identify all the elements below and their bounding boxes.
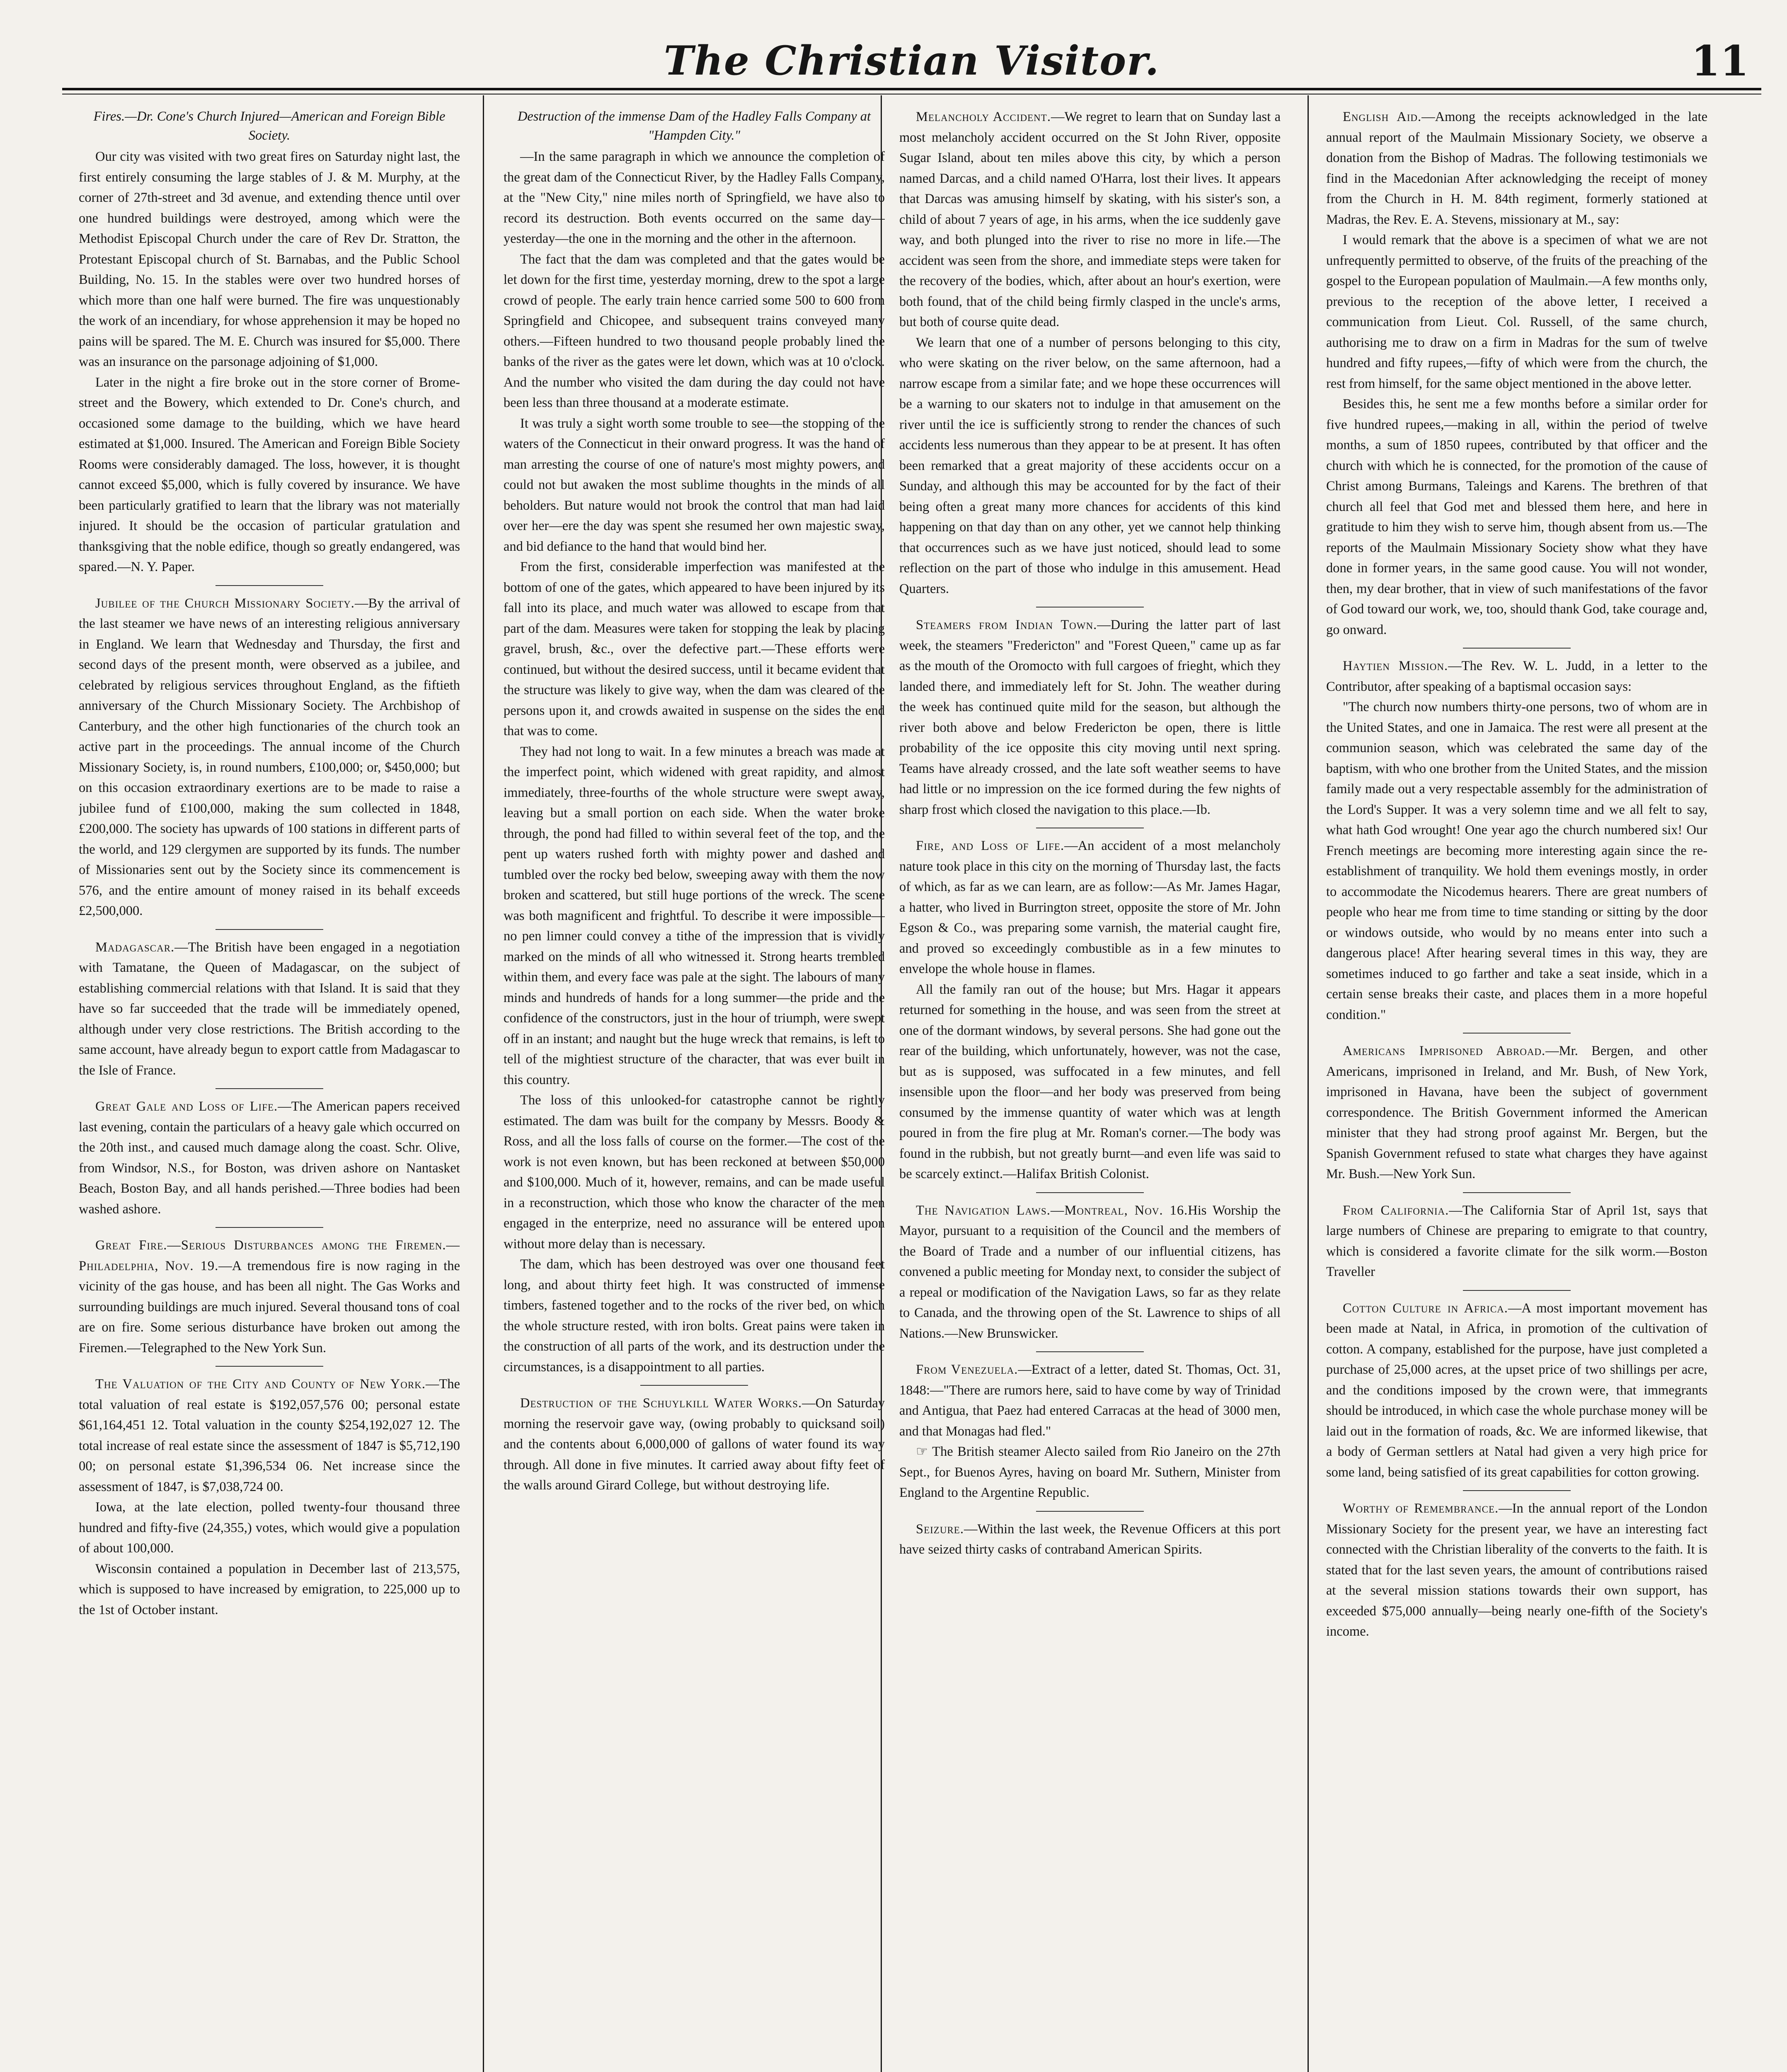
- article-lead: Haytien Mission.: [1343, 658, 1448, 673]
- article-paragraph: [1326, 1498, 1707, 1642]
- article-paragraph: The fact that the dam was completed and that the gates would be let down for the first time, yesterday morning, drew to the spot a large crowd of people. The early train hence carried some 500 to 600 from Springfield and Chicopee, and subsequent trains conveyed many others.—Fifteen hundred to two thousand people probably lined the banks of the river as the gates were let down, which was at 10 o'clock. And the number who visited the dam during the day could not have been less than three thousand at a moderate estimate.: [504, 252, 885, 410]
- article-headline: Fires.—Dr. Cone's Church Injured—American and Foreign Bible Society.: [93, 109, 446, 143]
- article-separator: [216, 585, 323, 586]
- article-separator: [1463, 1033, 1571, 1034]
- article-text: —We regret to learn that on Sunday last a most melancholy accident occurred on the St John River, opposite Sugar Island, about ten miles above this city, by which a person named Darcas, and a child named O'Harra, lost their lives. It appears that Darcas was amusing himself by skating, with his sister's son, a child of about 7 years of age, in his arms, when the ice suddenly gave way, and both plunged into the river to rise no more in life.—The accident was seen from the shore, and immediate steps were taken for the recovery of the bodies, which, after about an hour's exertion, were both found, that of the child being firmly clasped in the uncle's arms, but both of course quite dead.: [899, 109, 1281, 329]
- article-text: —Among the receipts acknowledged in the late annual report of the Maulmain Missionary Society, we observe a donation from the Bishop of Madras. The following testimonials we find in the Macedonian After acknowledging the receipt of money from the Church in H. M. 84th regiment, formerly stationed at Madras, the Rev. E. A. Stevens, missionary at M., say:: [1326, 109, 1707, 227]
- article-paragraph: The loss of this unlooked-for catastrophe cannot be rightly estimated. The dam was built for the company by Messrs. Boody & Ross, and all the loss falls of course on the former.—The cost of the work is not even known, but has been reckoned at between $50,000 and $100,000. Much of it, however, remains, and can be made useful in a reconstruction, which those who know the character of the men engaged in the enterprize, need no assurance will be entered upon without more delay than is necessary.: [504, 1093, 885, 1251]
- article: [899, 1360, 1281, 1503]
- column-1: [79, 107, 460, 2072]
- article-lead: Madagascar.: [95, 939, 175, 955]
- article-paragraph: [79, 593, 460, 922]
- article-lead: Great Fire.—Serious Disturbances among the Firemen.—Philadelphia, Nov. 19.: [79, 1238, 460, 1273]
- article-paragraph: [1326, 1041, 1707, 1185]
- article-text: —Extract of a letter, dated St. Thomas, Oct. 31, 1848:—"There are rumors here, said to have come by way of Trinidad and Antigua, that Paez had entered Carracas at the head of 3000 men, and that Monagas had fled.": [899, 1362, 1281, 1439]
- column-divider: [483, 95, 484, 2072]
- article: [1326, 1201, 1707, 1283]
- article-separator: [216, 1366, 323, 1367]
- article: [79, 1374, 460, 1620]
- article: [899, 1201, 1281, 1344]
- article-lead: Steamers from Indian Town.: [916, 617, 1097, 632]
- article-lead: Americans Imprisoned Abroad.: [1343, 1043, 1546, 1058]
- article-paragraph: [1326, 1298, 1707, 1483]
- article-lead: From Venezuela.: [916, 1362, 1018, 1377]
- article-lead: Destruction of the Schuylkill Water Works.: [520, 1396, 802, 1411]
- article-paragraph: ☞ The British steamer Alecto sailed from Rio Janeiro on the 27th Sept., for Buenos Ayres, having on board Mr. Suthern, Minister from England to the Argentine Republic.: [899, 1444, 1281, 1500]
- newspaper-title: The Christian Visitor.: [663, 37, 1160, 84]
- article: [899, 615, 1281, 820]
- article-separator: [1463, 1490, 1571, 1491]
- masthead-rule: [62, 88, 1761, 94]
- article-paragraph: "The church now numbers thirty-one persons, two of whom are in the United States, and one in Jamaica. The rest were all present at the communion season, which was celebrated the same day of the baptism, with who one brother from the United States, and the mission family made out a very respectable assembly for the administration of the Lord's Supper. It was a very solemn time and we all felt to say, what hath God wrought! One year ago the church numbered six! Our French meetings are becoming more interesting again since the re-establishment of tranquility. We hold them evenings mostly, in order to accommodate the Nicodemus hearers. There are great numbers of people who hear me from time to time standing or sitting by the door or windows outside, who would by no means enter into such a dangerous place! After hearing several times in this way, they are sometimes induced to go farther and take a seat inside, which in a certain sense breaks their caste, and places them in a more hopeful condition.": [1326, 700, 1707, 1022]
- article-text: —Within the last week, the Revenue Officers at this port have seized thirty casks of contraband American Spirits.: [899, 1521, 1281, 1557]
- article: [79, 937, 460, 1081]
- article-paragraph: Our city was visited with two great fires on Saturday night last, the first entirely consuming the large stables of J. & M. Murphy, at the corner of 27th-street and 3d avenue, and extending thence until over one hundred buildings were destroyed, among which were the Methodist Episcopal Church under the care of Rev Dr. Stratton, the Protestant Episcopal church of St. Barnabas, and the Public School Building, No. 15. In the stables were over two hundred horses of which more than one half were burned. The fire was unquestionably the work of an incendiary, for whose apprehension it may be hoped no pains will be spared. The M. E. Church was insured for $5,000. There was an insurance on the parsonage adjoining of $1,000.: [79, 149, 460, 369]
- article-paragraph: [899, 1201, 1281, 1344]
- column-divider: [1308, 95, 1309, 2072]
- article: [1326, 1298, 1707, 1483]
- article: [1326, 1041, 1707, 1185]
- page-number: 11: [1691, 36, 1749, 85]
- article-separator: [1463, 1290, 1571, 1291]
- article-lead: Worthy of Remembrance.: [1343, 1501, 1499, 1516]
- article-lead: Melancholy Accident.: [916, 109, 1051, 124]
- column-3: [899, 107, 1281, 2072]
- article-separator: [216, 1088, 323, 1089]
- article: [79, 107, 460, 578]
- article-paragraph: [899, 107, 1281, 333]
- article-separator: [1463, 1192, 1571, 1193]
- article-lead: Fire, and Loss of Life.: [916, 838, 1065, 853]
- article-text: —A tremendous fire is now raging in the vicinity of the gas house, and has been all night. The Gas Works and surrounding buildings are much injured. Several thousand tons of coal are on fire. Some serious disturbance have broken out among the Firemen.—Telegraphed to the New York Sun.: [79, 1258, 460, 1356]
- article-paragraph: [899, 615, 1281, 820]
- article-lead: The Valuation of the City and County of New York.: [95, 1377, 426, 1392]
- article-paragraph: [1326, 656, 1707, 697]
- article-separator: [640, 1385, 748, 1386]
- article-paragraph: It was truly a sight worth some trouble to see—the stopping of the waters of the Connecticut in their onward progress. It was the hand of man arresting the course of one of nature's most mighty powers, and could not but awaken the most sublime thoughts in the minds of all beholders. But nature would not brook the control that man had laid over her—ere the day was spent she resumed her own majestic sway, and bid defiance to the hand that would bind her.: [504, 416, 885, 554]
- article-paragraph: [1326, 1201, 1707, 1283]
- column-4: [1326, 107, 1707, 2072]
- article-lead: Jubilee of the Church Missionary Society.: [95, 595, 355, 611]
- article-lead: Great Gale and Loss of Life.: [95, 1099, 278, 1114]
- article-separator: [216, 929, 323, 930]
- column-2: [504, 107, 885, 2072]
- article-text: —A most important movement has been made at Natal, in Africa, in promotion of the cultivation of cotton. A company, established for the purpose, have just completed a purchase of 25,000 acres, at the upset price of two shillings per acre, and the conditions imposed by the crown were, that immegrants should be introduced, in which case the whole purchase money will be laid out in the formation of roads, &c. We are informed likewise, that a body of German settlers at Natal had given a very high price for some land, being satisfied of its great capabilities for cotton growing.: [1326, 1300, 1707, 1480]
- article-paragraph: [899, 1519, 1281, 1560]
- article-paragraph: [79, 937, 460, 1081]
- article-paragraph: [1326, 107, 1707, 230]
- article-separator: [1036, 1511, 1144, 1512]
- article-paragraph: [899, 836, 1281, 980]
- article: [504, 1393, 885, 1496]
- article-text: —On Saturday morning the reservoir gave way, (owing probably to quicksand soil) and the contents about 6,000,000 of gallons of water found its way through. All done in five minutes. It carried away about fifty feet of the walls around Girard College, but without destroying life.: [504, 1396, 885, 1493]
- article-lead: Cotton Culture in Africa.: [1343, 1300, 1508, 1316]
- article-text: —The British have been engaged in a negotiation with Tamatane, the Queen of Madagascar, on the subject of establishing commercial relations with that Island. It is said that they have so far succeeded that the trade will be immediately opened, although under very close restrictions. The British according to the same account, have already begun to export cattle from Madagascar to the Isle of France.: [79, 939, 460, 1078]
- article: [79, 1235, 460, 1358]
- article-paragraph: All the family ran out of the house; but Mrs. Hagar it appears returned for something in the house, and was seen from the street at one of the dormant windows, by several persons. She had gone out the rear of the building, which unfortunately, however, was not the case, but as is supposed, was suffocated in a few minutes, and fell insensible upon the floor—and her body was preserved from being consumed by the immense quantity of water which was at length poured in from the fire plug at Mr. Roman's corner.—The body was found in the rubbish, but not greatly burnt—and even life was said to be scarcely extinct.—Halifax British Colonist.: [899, 982, 1281, 1181]
- article-text: —The Rev. W. L. Judd, in a letter to the Contributor, after speaking of a baptismal occasion says:: [1326, 658, 1707, 694]
- article-separator: [1036, 1351, 1144, 1352]
- article-paragraph: Besides this, he sent me a few months before a similar order for five hundred rupees,—making in all, within the period of twelve months, a sum of 1850 rupees, contributed by that officer and the church with which he is connected, for the promotion of the cause of Christ among Burmans, Taleings and Karens. The brethren of that church all feel that God met and blessed them here, and here in gratitude to him they wish to serve him, though absent from us.—The reports of the Maulmain Missionary Society show what they have done in former years, in the same good cause. You will not wonder, then, my dear brother, that in view of such manifestations of the favor of God toward our work, we, too, should thank God, take courage and, go onward.: [1326, 397, 1707, 637]
- article-text: —The total valuation of real estate is $192,057,576 00; personal estate $61,164,451 12. Total valuation in the county $254,192,027 12. The total increase of real estate since the assessment of 1847 is $5,712,190 00; on personal estate $1,396,534 06. Net increase since the assessment of 1847, is $7,038,724 00.: [79, 1377, 460, 1494]
- article: [899, 1519, 1281, 1560]
- article-paragraph: [79, 1374, 460, 1497]
- article-lead: Seizure.: [916, 1521, 964, 1537]
- article-paragraph: [79, 1097, 460, 1220]
- article: [79, 593, 460, 922]
- article-paragraph: From the first, considerable imperfection was manifested at the bottom of one of the gates, which appeared to have been injured by its fall into its place, and much water was allowed to escape from that part of the dam. Measures were taken for stopping the leak by placing gravel, brush, &c., over the defective part.—These efforts were continued, but without the desired success, until it became evident that the structure was likely to give way, when the dam was cleared of the persons upon it, and crowds awaited in suspense on the sides the end that was to come.: [504, 559, 885, 738]
- article-text: His Worship the Mayor, pursuant to a requisition of the Council and the members of the Board of Trade and a number of our influential citizens, has convened a public meeting for Monday next, to consider the subject of a repeal or modification of the Navigation Laws, so far as they relate to Canada, and the throwing open of the St. Lawrence to ships of all Nations.—New Brunswicker.: [899, 1203, 1281, 1341]
- article: [899, 107, 1281, 599]
- article-headline: Destruction of the immense Dam of the Hadley Falls Company at "Hampden City.": [517, 109, 871, 143]
- article-paragraph: Iowa, at the late election, polled twenty-four thousand three hundred and fifty-five (24,355,) votes, which would give a population of about 100,000.: [79, 1500, 460, 1556]
- article-text: —The California Star of April 1st, says that large numbers of Chinese are preparing to emigrate to that country, which is considered a favorite climate for the silk worm.—Boston Traveller: [1326, 1203, 1707, 1279]
- article: [1326, 107, 1707, 640]
- article-text: —Mr. Bergen, and other Americans, imprisoned in Ireland, and Mr. Bush, of New York, imprisoned in Havana, have been the subject of government correspondence. The British Government informed the American minister that they had strong proof against Mr. Bergen, but the Spanish Government refused to state what charges they have against Mr. Bush.—New York Sun.: [1326, 1043, 1707, 1181]
- article-lead: From California.: [1343, 1203, 1449, 1218]
- article-paragraph: We learn that one of a number of persons belonging to this city, who were skating on the river below, on the same afternoon, had a narrow escape from a similar fate; and we hope these occurrences will be a warning to our skaters not to indulge in that amusement on the river until the ice is sufficiently strong to render the chances of such accidents less numerous than they appear to be at present. It has often been remarked that a great majority of these accidents occur on a Sunday, and although this may be accounted for by the fact of their being often a great many more chances for accidents of this kind happening on that day than on any other, yet we cannot help thinking that occurrences such as we have just noticed, should lead to some reflection on the part of those who indulge in this amusement. Head Quarters.: [899, 335, 1281, 596]
- article-paragraph: The dam, which has been destroyed was over one thousand feet long, and about thirty feet high. It was constructed of immense timbers, fastened together and to the rocks of the river bed, on which the whole structure rested, with iron bolts. Great pains were taken in the construction of all parts of the work, and its destruction under the circumstances, is a disappointment to all parties.: [504, 1257, 885, 1375]
- article-separator: [1036, 607, 1144, 608]
- article: [1326, 656, 1707, 1025]
- article-separator: [1036, 1192, 1144, 1193]
- article-text: —By the arrival of the last steamer we have news of an interesting religious anniversary in England. We learn that Wednesday and Thursday, the first and second days of the present month, were observed as a jubilee, and celebrated by religious services throughout England, as the fiftieth anniversary of the Church Missionary Society. The Archbishop of Canterbury, and the other high functionaries of the church took an active part in the proceedings. The annual income of the Church Missionary Society, is, in round numbers, £100,000; or, $450,000; but on this occasion extraordinary exertions are to be made to raise a jubilee fund of £100,000, making the sum collected in 1848, £200,000. The society has upwards of 100 stations in different parts of the world, and 129 clergymen are supported by its funds. The number of Missionaries sent out by the Society since its commencement is 576, and the entire amount of money raised in its behalf exceeds £2,500,000.: [79, 595, 460, 918]
- article-paragraph: [79, 1235, 460, 1358]
- article-lead: The Navigation Laws.—Montreal, Nov. 16.: [916, 1203, 1188, 1218]
- article-paragraph: Later in the night a fire broke out in the store corner of Brome-street and the Bowery, which extended to Dr. Cone's church, and occasioned some damage to the building, which we have heard estimated at $1,000. Insured. The American and Foreign Bible Society Rooms were considerably damaged. The loss, however, it is thought cannot exceed $5,000, which is fully covered by insurance. We have been particularly gratified to learn that the library was not materially injured. It should be the occasion of particular gratulation and thanksgiving that the noble edifice, though so greatly endangered, was spared.—N. Y. Paper.: [79, 375, 460, 574]
- article-text: —During the latter part of last week, the steamers "Fredericton" and "Forest Queen," came up as far as the mouth of the Oromocto with full cargoes of frieght, which they landed there, and immediately left for St. John. The weather during the week has continued quite mild for the season, but although the river both above and below Fredericton be open, there is little probability of the ice opposite this city moving until next spring. Teams have already crossed, and the late soft weather seems to have had little or no impression on the ice formed during the few nights of sharp frost which closed the navigation to this place.—Ib.: [899, 617, 1281, 817]
- article: [79, 1097, 460, 1220]
- article-paragraph: They had not long to wait. In a few minutes a breach was made at the imperfect point, which widened with great rapidity, and almost immediately, three-fourths of the whole structure were swept away, leaving but a small portion on each side. When the water broke through, the pond had filled to within several feet of the top, and the pent up waters rushed forth with mighty power and dashed and tumbled over the rocky bed below, sweeping away with them the now broken and scattered, but still huge portions of the wreck. The scene was both magnificent and frightful. To describe it were impossible—no pen limner could convey a tithe of the impression that is vividly marked on the minds of all who witnessed it. Strong hearts trembled within them, and every face was pale at the sight. The labours of many minds and hundreds of hands for a long summer—the pride and the confidence of the constructors, just in the hour of triumph, were swept off in an instant; and naught but the huge wreck that remains, is left to tell of the mightiest structure of the character, that was ever built in this country.: [504, 744, 885, 1087]
- article: [899, 836, 1281, 1185]
- article-paragraph: [504, 1393, 885, 1496]
- article-paragraph: [899, 1360, 1281, 1442]
- article: [1326, 1498, 1707, 1642]
- article-paragraph: Wisconsin contained a population in December last of 213,575, which is supposed to have increased by emigration, to 225,000 up to the 1st of October instant.: [79, 1561, 460, 1617]
- article-text: —The American papers received last evening, contain the particulars of a heavy gale which occurred on the 20th inst., and caused much damage along the coast. Schr. Olive, from Windsor, N.S., for Boston, was driven ashore on Nantasket Beach, Boston Bay, and all hands perished.—Three bodies had been washed ashore.: [79, 1099, 460, 1217]
- article-text: —In the annual report of the London Missionary Society for the present year, we have an interesting fact connected with the Christian liberality of the converts to the faith. It is stated that for the last seven years, the amount of contributions raised at the several mission stations towards their own support, has exceeded $75,000 annually—being nearly one-fifth of the Society's income.: [1326, 1501, 1707, 1639]
- article-paragraph: I would remark that the above is a specimen of what we are not unfrequently permitted to observe, of the fruits of the preaching of the gospel to the European population of Maulmain.—A few months only, previous to the reception of the above letter, I received a communication from Lieut. Col. Russell, of the same church, authorising me to draw on a firm in Madras for the sum of twelve hundred and fifty rupees,—fifty of which were from the church, the rest from himself, for the same object mentioned in the above letter.: [1326, 232, 1707, 391]
- article-lead: English Aid.: [1343, 109, 1422, 124]
- article-paragraph: —In the same paragraph in which we announce the completion of the great dam of the Connecticut River, by the Hadley Falls Company, at the "New City," nine miles north of Springfield, we have also to record its destruction. Both events occurred on the same day—yesterday—the one in the morning and the other in the afternoon.: [504, 149, 885, 246]
- article-text: —An accident of a most melancholy nature took place in this city on the morning of Thursday last, the facts of which, as far as we can learn, are as follow:—As Mr. James Hagar, a hatter, who lived in Burrington street, opposite the store of Mr. John Egson & Co., was preparing some varnish, the material caught fire, and proved so exceedingly combustible as in a few minutes to envelope the whole house in flames.: [899, 838, 1281, 976]
- masthead: [62, 25, 1761, 87]
- article-separator: [216, 1227, 323, 1228]
- article-separator: [1463, 648, 1571, 649]
- article: [504, 107, 885, 1377]
